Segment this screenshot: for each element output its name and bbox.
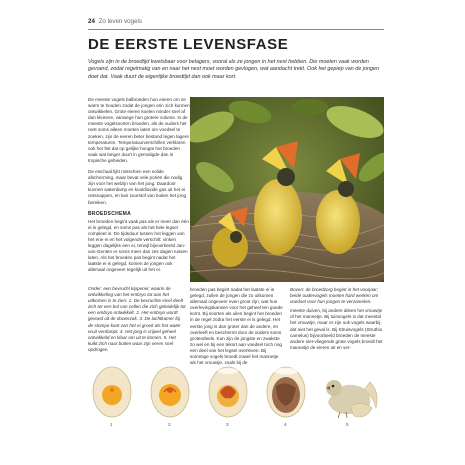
- egg-label: 3: [226, 422, 229, 427]
- text-column-right: [290, 287, 384, 351]
- egg-label: 1: [110, 422, 113, 427]
- title-divider: [88, 29, 384, 30]
- page-header: [88, 18, 142, 25]
- paragraph: Het broeden begint vaak pas als er meer dan één ei is gelegd, en soms pas als het hele legsel compleet is. De tijdsduur tussen het leggen van het ene ei en het volgende verschilt: vinken leggen dagelijks een ei, terwijl bijvoorbeeld Jan-van-Genten er soms meer dan zes dagen tussen laten. Als het broeden pas begint nadat het laatste ei is gelegd, komen de jongen ook allemaal ongeveer tegelijk uit het ei.: [88, 218, 189, 273]
- section-title: Zo leven vogels: [98, 18, 142, 25]
- text-column-left: [88, 97, 190, 279]
- page-title: DE EERSTE LEVENSFASE: [88, 36, 289, 53]
- egg-stage-1: [93, 367, 131, 417]
- section-heading: BROEDSCHEMA: [88, 210, 132, 217]
- egg-label: 4: [284, 422, 287, 427]
- egg-stage-2: [151, 367, 189, 417]
- paragraph: De meeste vogels balbroeden hun eieren om ze warm te houden zodat de jongen erin zich kunnen ontwikkelen. Grote eieren koelen minder snel af dan kleinere, vanwege hun grotere volume. In de meeste vogelsoorten broeden, als de ouders het nest soms alleen moeten laten om voedsel te zoeken, zijn de eieren beter bestand tegen lagere temperaturen. Temperatuurverschillen verklaren ook het feit dat op gelijke hoogte het broeden vaak wat langer duurt in gematigde dan in tropische gebieden.: [88, 97, 190, 163]
- intro-paragraph: Vogels zijn in de broedtijd kwetsbaar voor belagers, vooral als ze jongen in het nest hebben. Die moeten vaak worden gevoerd, zodat regelmatig van en naar het nest moet worden gevlogen, wat aandacht trekt. Ook het gepiep van de jongen doet dat. Vaak duurt de eigenlijke broedtijd dan ook maar kort.: [88, 59, 379, 80]
- paragraph: De eischaal lijkt misschien een solide afscherming, maar bevat vele poriën die nodig zijn voor het welzijn van het jong. Daardoor kunnen waterdamp en kooldioxide gas uit het ei ontsnappen, en kan zuurstof van buiten het jong bereiken.: [88, 169, 187, 205]
- photo-caption: Boven: de broedzorg begint in het voorjaar; beide oudervogels moeten hard werken om voedsel voor hun jongen te verzamelen.: [290, 287, 379, 305]
- hatching-chick: [326, 380, 377, 418]
- text-column-middle: [190, 287, 284, 366]
- paragraph: meeste duiven, bij andere alleen het vrouwtje of het mannetje. Bij tuinvogels is dat meestal het vrouwtje, maar er zijn ook vogels waarbij dat niet het geval is. Bij Struisvogels (Struthio camelus) bijvoorbeeld broeden de meeste andere niet-vliegende grote vogels broedt het mannetje de eieren uit en ver-: [290, 308, 383, 350]
- egg-diagram-caption: Onder: een bevrucht kippenei; waarin de ontwikkeling van het embryo tot aan het uitkomen is te zien. 1. De bevruchte eicel deelt zich tot een bol van cellen die zich geleidelijk tot een embryo ontwikkelt. 2. Het embryo wordt gevoed uit de dooierzak. 3. De luchtkamer bij de stompe kant van het ei groeit als het water eruit verdampt. 4. Het jong is vrijwel geheel ontwikkeld en klaar om uit te komen. 5. Het kuikt zich naar buiten waar zijn veren snel opdrogen.: [88, 286, 186, 352]
- egg-development-diagram: [88, 362, 384, 430]
- nestlings-photo: [190, 97, 384, 282]
- paragraph: broeden pas begint nadat het laatste ei is gelegd, zullen de jongen die zo uitkomen allemaal ongeveer even groot zijn, wat hun overlevingskansen voor het geheel ten goede komt. Bij soorten als uilen begint het broeden in de regel zodra het eerste ei is gelegd. Het eerste jong is dan groter dan de andere, en overleeft en beschermt door de ouders soms grotendeels. Kan zijn de jongste en zwakste zo wel en bij een tekort aan voedsel toch nog een deel van het legsel overleven. Bij sommige vogels broedt zowel het mannetje als het vrouwtje, zoals bij de: [190, 287, 283, 366]
- egg-stage-4: [267, 367, 305, 417]
- egg-label: 5: [346, 422, 349, 427]
- page-number: 24: [88, 18, 95, 25]
- egg-label: 2: [168, 422, 171, 427]
- egg-stage-3: [209, 367, 247, 417]
